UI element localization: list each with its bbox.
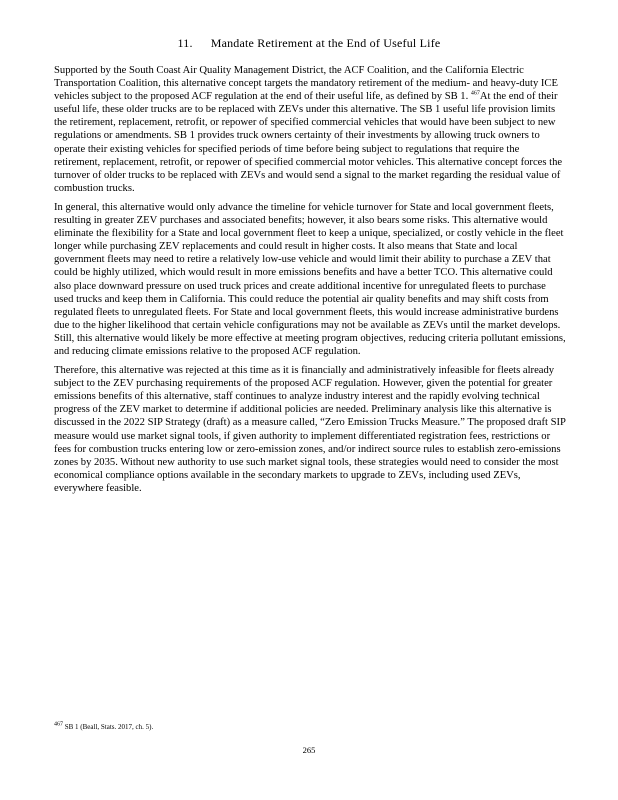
page-number: 265 xyxy=(302,745,316,755)
body-text xyxy=(54,64,566,501)
paragraph-1 xyxy=(54,64,566,195)
footnote-text: SB 1 (Beall, Stats. 2017, ch. 5). xyxy=(64,723,154,731)
section-title: Mandate Retirement at the End of Useful Life xyxy=(210,36,441,50)
paragraph-1-continued: At the end of their useful life, these older trucks are to be replaced with ZEVs under this alternative. The SB 1 useful life provision limits the retirement, replacement, retrofit, or repower of specified commercial vehicles that would have been subject to new regulations or amendments. SB 1 provides truck owners certainty of their investments by allowing truck owners to operate their existing vehicles for specified periods of time before being subject to regulations that require the retirement, replacement, retrofit, or repower of specified commercial motor vehicles. This alternative concept forces the turnover of older trucks to be replaced with ZEVs and would send a signal to the market regarding the residual value of combustion trucks. xyxy=(54,91,563,194)
footnote-number: 467 xyxy=(54,721,63,728)
section-heading xyxy=(0,36,618,51)
footnote-reference: 467 xyxy=(470,90,480,97)
section-number: 11. xyxy=(177,36,193,50)
footnote xyxy=(54,723,566,731)
paragraph-2: In general, this alternative would only advance the timeline for vehicle turnover for State and local government fleets, resulting in greater ZEV purchases and associated benefits; however, it also bears some risks. This alternative would eliminate the flexibility for a State and local government fleet to keep a unique, specialized, or costly vehicle in the fleet longer while purchasing ZEV replacements and could result in higher costs. It also means that State and local government fleets may need to retire a relatively low-use vehicle and would limit their ability to purchase a ZEV that could be highly utilized, which would result in more emissions benefits and have a better TCO. This alternative could also place downward pressure on used truck prices and create additional incentive for unregulated fleets to purchase used trucks and keep them in California. This could reduce the potential air quality benefits and may shift costs from regulated fleets to unregulated fleets. For State and local government fleets, this would increase administrative burdens due to the higher likelihood that certain vehicle configurations may not be available as ZEVs until the market develops. Still, this alternative would likely be more effective at meeting program objectives, reducing criteria pollutant emissions, and reducing climate emissions relative to the proposed ACF regulation. xyxy=(54,201,566,357)
paragraph-3: Therefore, this alternative was rejected at this time as it is financially and administratively infeasible for fleets already subject to the ZEV purchasing requirements of the proposed ACF regulation. However, given the potential for greater emissions benefits of this alternative, staff continues to analyze industry interest and the rapidly evolving technical progress of the ZEV market to determine if additional policies are needed. Preliminary analysis like this alternative is discussed in the 2022 SIP Strategy (draft) as a measure called, “Zero Emission Trucks Measure.” The proposed draft SIP measure would use market signal tools, if given authority to implement differentiated registration fees, restrictions or fees for combustion trucks entering low or zero-emission zones, and/or indirect source rules to establish zero-emissions zones by 2035. Without new authority to use such market signal tools, these strategies would need to consider the most economical compliance options available in the secondary markets to upgrade to ZEVs, including used ZEVs, everywhere feasible. xyxy=(54,365,566,494)
paragraph-1-text: Supported by the South Coast Air Quality Management District, the ACF Coalition, and the California Electric Transportation Coalition, this alternative concept targets the mandatory retirement of the medium- and heavy-duty ICE vehicles subject to the proposed ACF regulation at the end of their useful life, as defined by SB 1. xyxy=(54,65,558,103)
